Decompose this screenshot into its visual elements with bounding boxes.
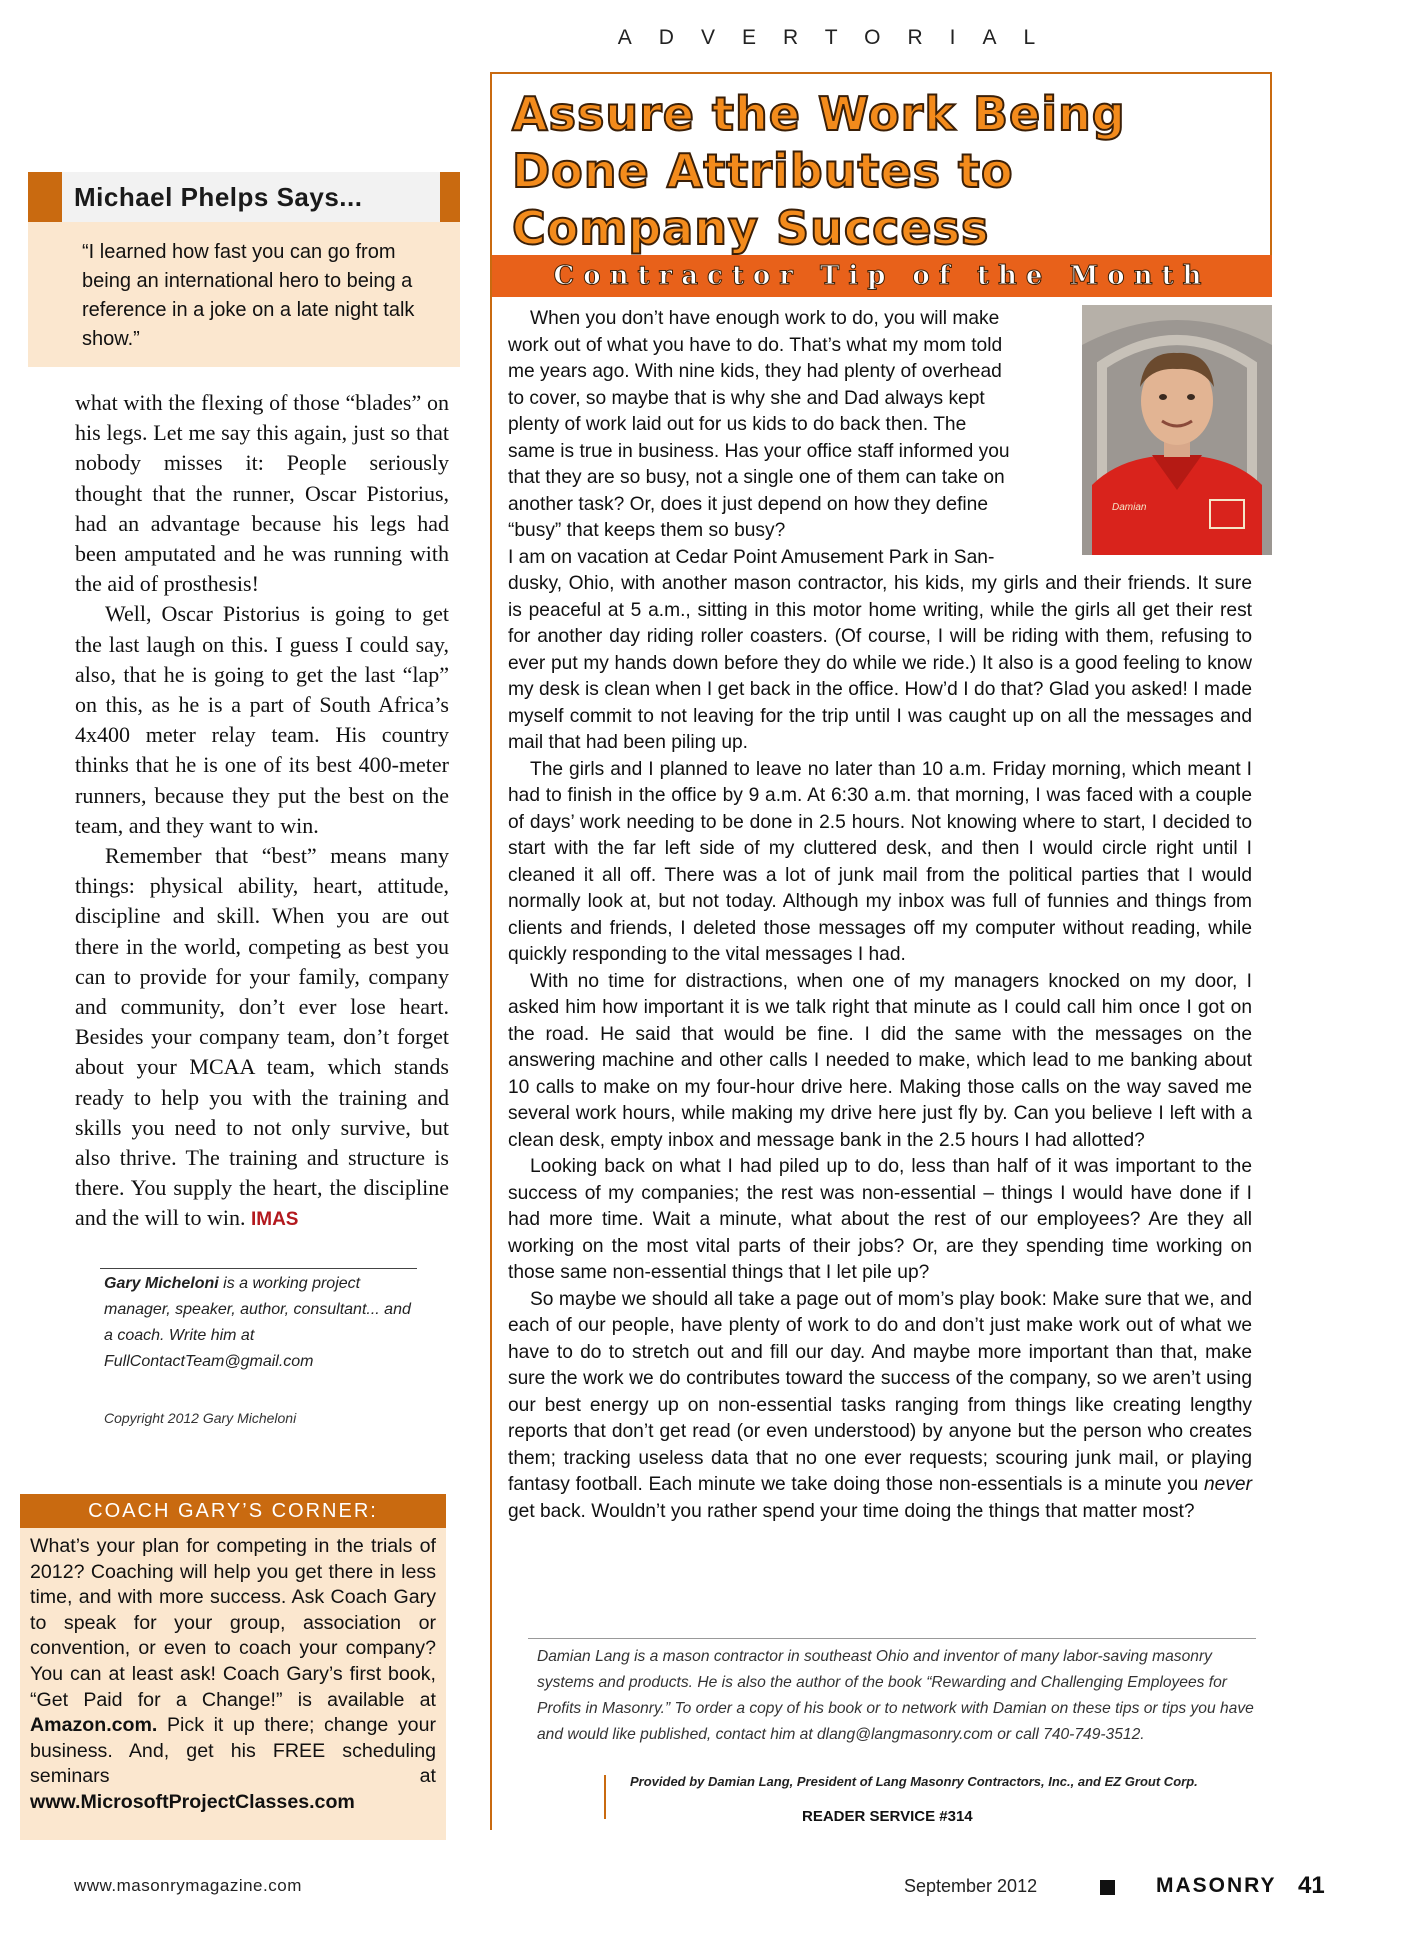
paragraph: The girls and I planned to leave no later than 10 a.m. Friday morning, which meant I had to finish in the office by 9 a.m. At 6:30 a.m. that morning, I was faced with a couple of days’ work needing to be done in 2.5 hours. Not knowing where to start, I decided to start with the far left side of my cluttered desk, and then I would circle right until I cleaned it all off. There was a lot of junk mail from the political parties that I would normally look at, but not today. Although my inbox was full of funnies and things from clients and friends, I deleted those messages off my computer without reading, while quickly responding to the vital messages I had. [508, 758, 1252, 965]
coach-corner-heading: COACH GARY’S CORNER: [20, 1494, 446, 1528]
reader-service: READER SERVICE #314 [802, 1808, 973, 1825]
end-mark: IMAS [250, 1209, 299, 1231]
coach-corner-text [30, 1534, 436, 1816]
paragraph-text: Remember that “best” means many things: physical ability, heart, attitude, discipline and skill. When you are out there in the world, competing as best you can to provide for your family, company and community, don’t ever lose heart. Besides your company team, don’t forget about your MCAA team, which stands ready to help you with the training and skills you need to not only survive, but also thrive. The training and structure is there. You supply the heart, the discipline and the will to win. [75, 843, 449, 1231]
amazon-link[interactable]: Amazon.com. [30, 1714, 158, 1737]
author-bio-text: is a working project manager, speaker, author, consultant... and a coach. Write him at FullContactTeam@gmail.com [104, 1275, 411, 1370]
footer-square-icon [1100, 1880, 1115, 1895]
paragraph: With no time for distractions, when one of my managers knocked on my door, I asked him how important it is we talk right that minute as I could call him once I got on the road. He said that would be fine. I did the same with the messages on the answering machine and other calls I needed to make, which lead to me banking about 10 calls to make on my four-hour drive here. Making those calls on the way saved me several work hours, while making my drive here just fly by. Can you believe I left with a clean desk, empty inbox and message bank in the 2.5 hours I had allotted? [508, 970, 1252, 1151]
text-line: “busy” that keeps them so busy? [508, 520, 786, 541]
text-line: me years ago. With nine kids, they had plenty of overhead [508, 361, 1002, 382]
text-line: to cover, so maybe that is why she and Dad always kept [508, 387, 985, 409]
paragraph [75, 841, 449, 1236]
paragraph: dusky, Ohio, with another mason contractor, his kids, my girls and their friends. It sure is peaceful at 5 a.m., sitting in this motor home writing, while the girls all get their rest for another day riding roller coasters. (Of course, I will be riding with them, refusing to ever put my hands down before they do while we ride.) It also is a good feeling to know my desk is clean when I get back in the office. How’d I do that? Glad you asked! I made myself commit to not leaving for the trip until I was caught up on all the messages and mail that had been piling up. [508, 573, 1252, 753]
quote-text: “I learned how fast you can go from being an international hero to being a reference in a joke on a late night talk show.” [28, 222, 460, 367]
paragraph-text: get back. Wouldn’t you rather spend your time doing the things that matter most? [508, 1500, 1195, 1522]
divider [100, 1268, 417, 1269]
coach-text-part: What’s your plan for competing in the trials of 2012? Coaching will help you get there in less time, and with more success. Ask Coach Gary to speak for your group, association or convention, or even to coach your company? You can at least ask! Coach Gary’s first book, “Get Paid for a Change!” is available at [30, 1535, 436, 1711]
paragraph [508, 306, 1252, 545]
provided-by: Provided by Damian Lang, President of Lang Masonry Contractors, Inc., and EZ Grout Corp. [630, 1774, 1198, 1789]
text-line: I am on vacation at Cedar Point Amusement Park in San- [508, 546, 995, 568]
article-title: Assure the Work Being Done Attributes to Company Success [512, 87, 1126, 255]
footer-date: September 2012 [904, 1876, 1038, 1896]
text-line: that they are so busy, not a single one of them can take on [508, 467, 1005, 488]
divider [528, 1638, 1256, 1639]
emphasis: never [1204, 1474, 1252, 1495]
website-link[interactable]: www.MicrosoftProjectClasses.com [30, 1790, 355, 1813]
paragraph-text: So maybe we should all take a page out of mom’s play book: Make sure that we, and each of our people, have plenty of work to do and don’t just make work out of what we have to do to stretch out and fill our day. And maybe more important than that, make sure the work we do contributes toward the success of the company, so we aren’t using our best energy up on non-essential tasks ranging from things like creating lengthy reports that don’t get read (or even understood) by anyone but the person who creates them; tracking useless data that no one ever requests; scouring junk mail, or playing fantasy football. Each minute we take doing those non-essentials is a minute you [508, 1288, 1252, 1495]
text-line: plenty of work laid out for us kids to do back then. The [508, 414, 967, 435]
frame-rule [1270, 72, 1272, 282]
quote-heading: Michael Phelps Says... [28, 172, 460, 222]
footer-url[interactable]: www.masonrymagazine.com [74, 1876, 302, 1895]
text-line: same is true in business. Has your office staff informed you [508, 440, 1010, 462]
text-line: work out of what you have to do. That’s what my mom told [508, 334, 1003, 356]
coach-corner-box [20, 1494, 446, 1840]
section-label: ADVERTORIAL [617, 26, 1063, 49]
paragraph [508, 545, 1252, 572]
text-line: When you don’t have enough work to do, you will make [530, 308, 1000, 329]
provided-rule [604, 1775, 606, 1819]
kicker-text: Contractor Tip of the Month [553, 261, 1211, 291]
main-article [508, 306, 1252, 1525]
author-footnote: Damian Lang is a mason contractor in southeast Ohio and inventor of many labor-saving masonry systems and products. He is also the author of the book “Rewarding and Challenging Employees for Profits in Masonry.” To order a copy of his book or to network with Damian on these tips or tips you have and would like published, contact him at dlang@langmasonry.com or call 740-749-3512. [537, 1648, 1254, 1743]
coach-text-part: Pick it up there; change your business. And, get his FREE scheduling seminars at [30, 1714, 436, 1788]
footer-magazine: MASONRY [1156, 1874, 1277, 1897]
frame-rule [490, 72, 492, 1830]
page-number: 41 [1298, 1872, 1325, 1899]
copyright: Copyright 2012 Gary Micheloni [104, 1410, 297, 1426]
quote-box [28, 172, 460, 367]
author-bio [104, 1271, 424, 1375]
paragraph: what with the flexing of those “blades” on his legs. Let me say this again, just so that nobody misses it: People seriously thought that the runner, Oscar Pistorius, had an advantage because his legs had been amputated and he was running with the aid of prosthesis! [75, 390, 449, 597]
frame-rule [490, 72, 1272, 74]
shirt-embroidery: Damian [1112, 502, 1147, 513]
author-name: Gary Micheloni [104, 1275, 219, 1292]
paragraph [508, 1287, 1252, 1526]
left-column-article [75, 388, 449, 1236]
text-line: another task? Or, does it just depend on how they define [508, 493, 989, 515]
paragraph: Well, Oscar Pistorius is going to get the last laugh on this. I guess I could say, also, that he is going to get the last “lap” on this, as he is a part of South Africa’s 4x400 meter relay team. His country thinks that he is one of its best 400-meter runners, because they put the best on the team, and they want to win. [75, 601, 449, 838]
paragraph: Looking back on what I had piled up to do, less than half of it was important to the success of my companies; the rest was non-essential – things I would have done if I had more time. Wait a minute, what about the rest of our employees? Are they all working on the most vital parts of their jobs? Or, are they spending time working on those same non-essential things that I let pile up? [508, 1156, 1252, 1283]
